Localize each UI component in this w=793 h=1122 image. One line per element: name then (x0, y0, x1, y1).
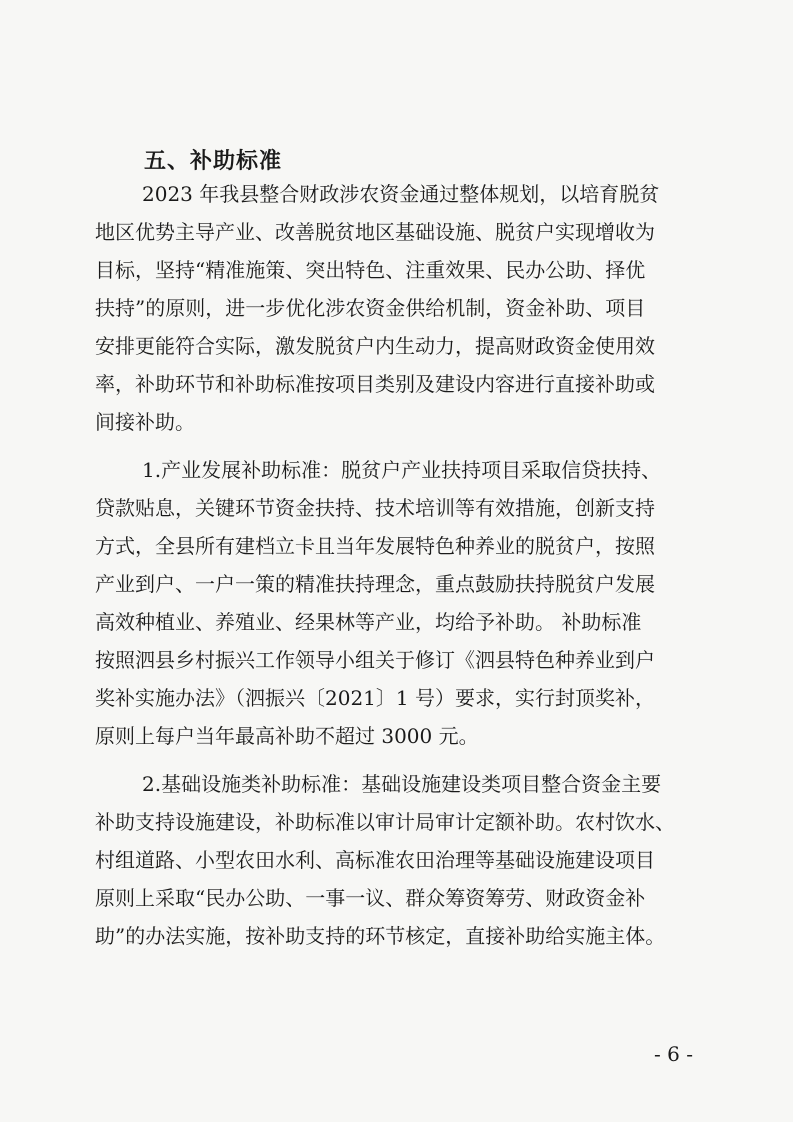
text-line: 按照泗县乡村振兴工作领导小组关于修订《泗县特色种养业到户 (95, 648, 655, 672)
text-line: 2.基础设施类补助标准：基础设施建设类项目整合资金主要 (142, 772, 662, 796)
text-line: 率，补助环节和补助标准按项目类别及建设内容进行直接补助或 (95, 372, 655, 396)
text-line: 地区优势主导产业、改善脱贫地区基础设施、脱贫户实现增收为 (95, 220, 655, 244)
text-line: 原则上采取“民办公助、一事一议、群众筹资筹劳、财政资金补 (95, 886, 646, 910)
text-line: 贷款贴息，关键环节资金扶持、技术培训等有效措施，创新支持 (95, 496, 655, 520)
text-line: 1.产业发展补助标准：脱贫户产业扶持项目采取信贷扶持、 (142, 458, 662, 482)
text-line: 间接补助。 (95, 410, 195, 434)
text-line: 产业到户、一户一策的精准扶持理念，重点鼓励扶持脱贫户发展 (95, 572, 655, 596)
section-heading: 五、补助标准 (144, 149, 283, 174)
page-number: - 6 - (654, 1042, 693, 1066)
text-line: 村组道路、小型农田水利、高标准农田治理等基础设施建设项目 (95, 848, 655, 872)
text-line: 奖补实施办法》（泗振兴〔2021〕1 号）要求，实行封顶奖补， (95, 686, 655, 710)
text-line: 扶持”的原则，进一步优化涉农资金供给机制，资金补助、项目 (95, 296, 646, 320)
text-line: 目标，坚持“精准施策、突出特色、注重效果、民办公助、择优 (95, 258, 646, 282)
text-line: 原则上每户当年最高补助不超过 3000 元。 (95, 724, 479, 748)
text-line: 方式，全县所有建档立卡且当年发展特色种养业的脱贫户，按照 (95, 534, 655, 558)
text-line: 2023 年我县整合财政涉农资金通过整体规划，以培育脱贫 (142, 182, 660, 206)
text-line: 安排更能符合实际，激发脱贫户内生动力，提高财政资金使用效 (95, 334, 655, 358)
text-line: 补助支持设施建设，补助标准以审计局审计定额补助。农村饮水、 (95, 810, 675, 834)
text-line: 助”的办法实施，按补助支持的环节核定，直接补助给实施主体。 (95, 924, 666, 948)
text-line: 高效种植业、养殖业、经果林等产业，均给予补助。 补助标准 (95, 610, 642, 634)
